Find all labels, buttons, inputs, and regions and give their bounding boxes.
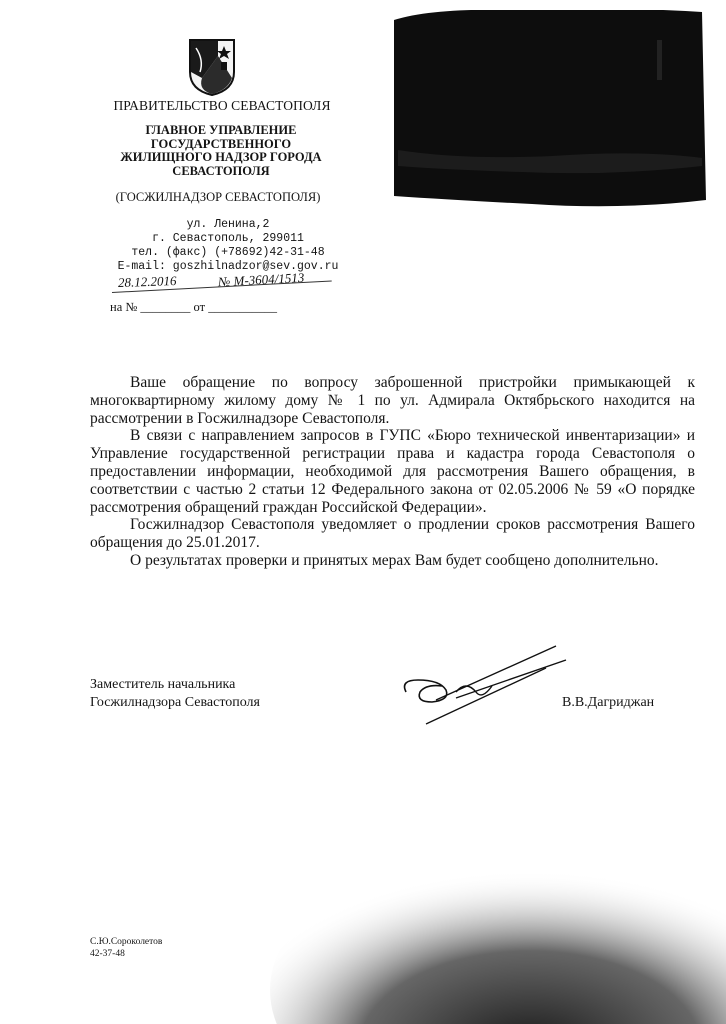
department-line: ГЛАВНОЕ УПРАВЛЕНИЕ [145,123,297,137]
letter-body [90,374,695,570]
executor-name: С.Ю.Сороколетов [90,937,163,947]
department-line: ГОСУДАРСТВЕННОГО [150,136,292,151]
signatory-title-line: Заместитель начальника [90,677,236,692]
body-paragraph: Ваше обращение по вопросу заброшенной пристройки примыкающей к многоквартирному жилому дому № 1 по ул. Адмирала Октябрьского находится на рассмотрении в Госжилнадзоре Севастополя. [90,374,695,427]
body-paragraph: Госжилнадзор Севастополя уведомляет о продлении сроков рассмотрения Вашего обращения до 25.01.2017. [90,516,695,552]
body-paragraph: О результатах проверки и принятых мерах Вам будет сообщено дополнительно. [130,551,659,569]
address-phone: тел. (факс) (+78692)42-31-48 [131,246,325,259]
handwritten-signature [396,640,568,730]
sevastopol-coat-of-arms-icon [188,38,236,96]
address-block [112,218,344,274]
number-value: М-3604/1513 [233,269,305,289]
government-name: ПРАВИТЕЛЬСТВО СЕВАСТОПОЛЯ [113,98,331,113]
executor-info [90,936,162,960]
address-email: E-mail: goszhilnadzor@sev.gov.ru [117,260,339,273]
handwritten-date: 28.12.2016 [117,272,177,291]
department-abbreviation: (ГОСЖИЛНАДЗОР СЕВАСТОПОЛЯ) [115,190,321,204]
address-city: г. Севастополь, 299011 [152,232,304,245]
signatory-name: В.В.Дагриджан [562,695,655,710]
redacted-addressee [372,0,726,210]
scan-shadow [250,820,726,1024]
signatory-title-line: Госжилнадзора Севастополя [90,695,260,710]
number-label: № [217,273,231,290]
address-street: ул. Ленина,2 [186,218,270,231]
signatory-title [90,676,260,712]
handwritten-number [218,270,305,290]
executor-phone: 42-37-48 [90,949,125,959]
department-line: СЕВАСТОПОЛЯ [172,163,270,178]
body-paragraph: В связи с направлением запросов в ГУПС «Бюро технической инвентаризации» и Управление государственной регистрации права и кадастра города Севастополя о предоставлении информации, необходимой для рассмотрения Вашего обращения, в соответствии с частью 2 статьи 12 Федерального закона от 02.05.2006 № 59 «О порядке рассмотрения обращений граждан Российской Федерации». [90,427,695,516]
department-name [92,124,350,178]
reference-line: на № ________ от ___________ [110,300,277,314]
scan-mark [656,40,664,80]
department-line: ЖИЛИЩНОГО НАДЗОР ГОРОДА [120,150,322,164]
